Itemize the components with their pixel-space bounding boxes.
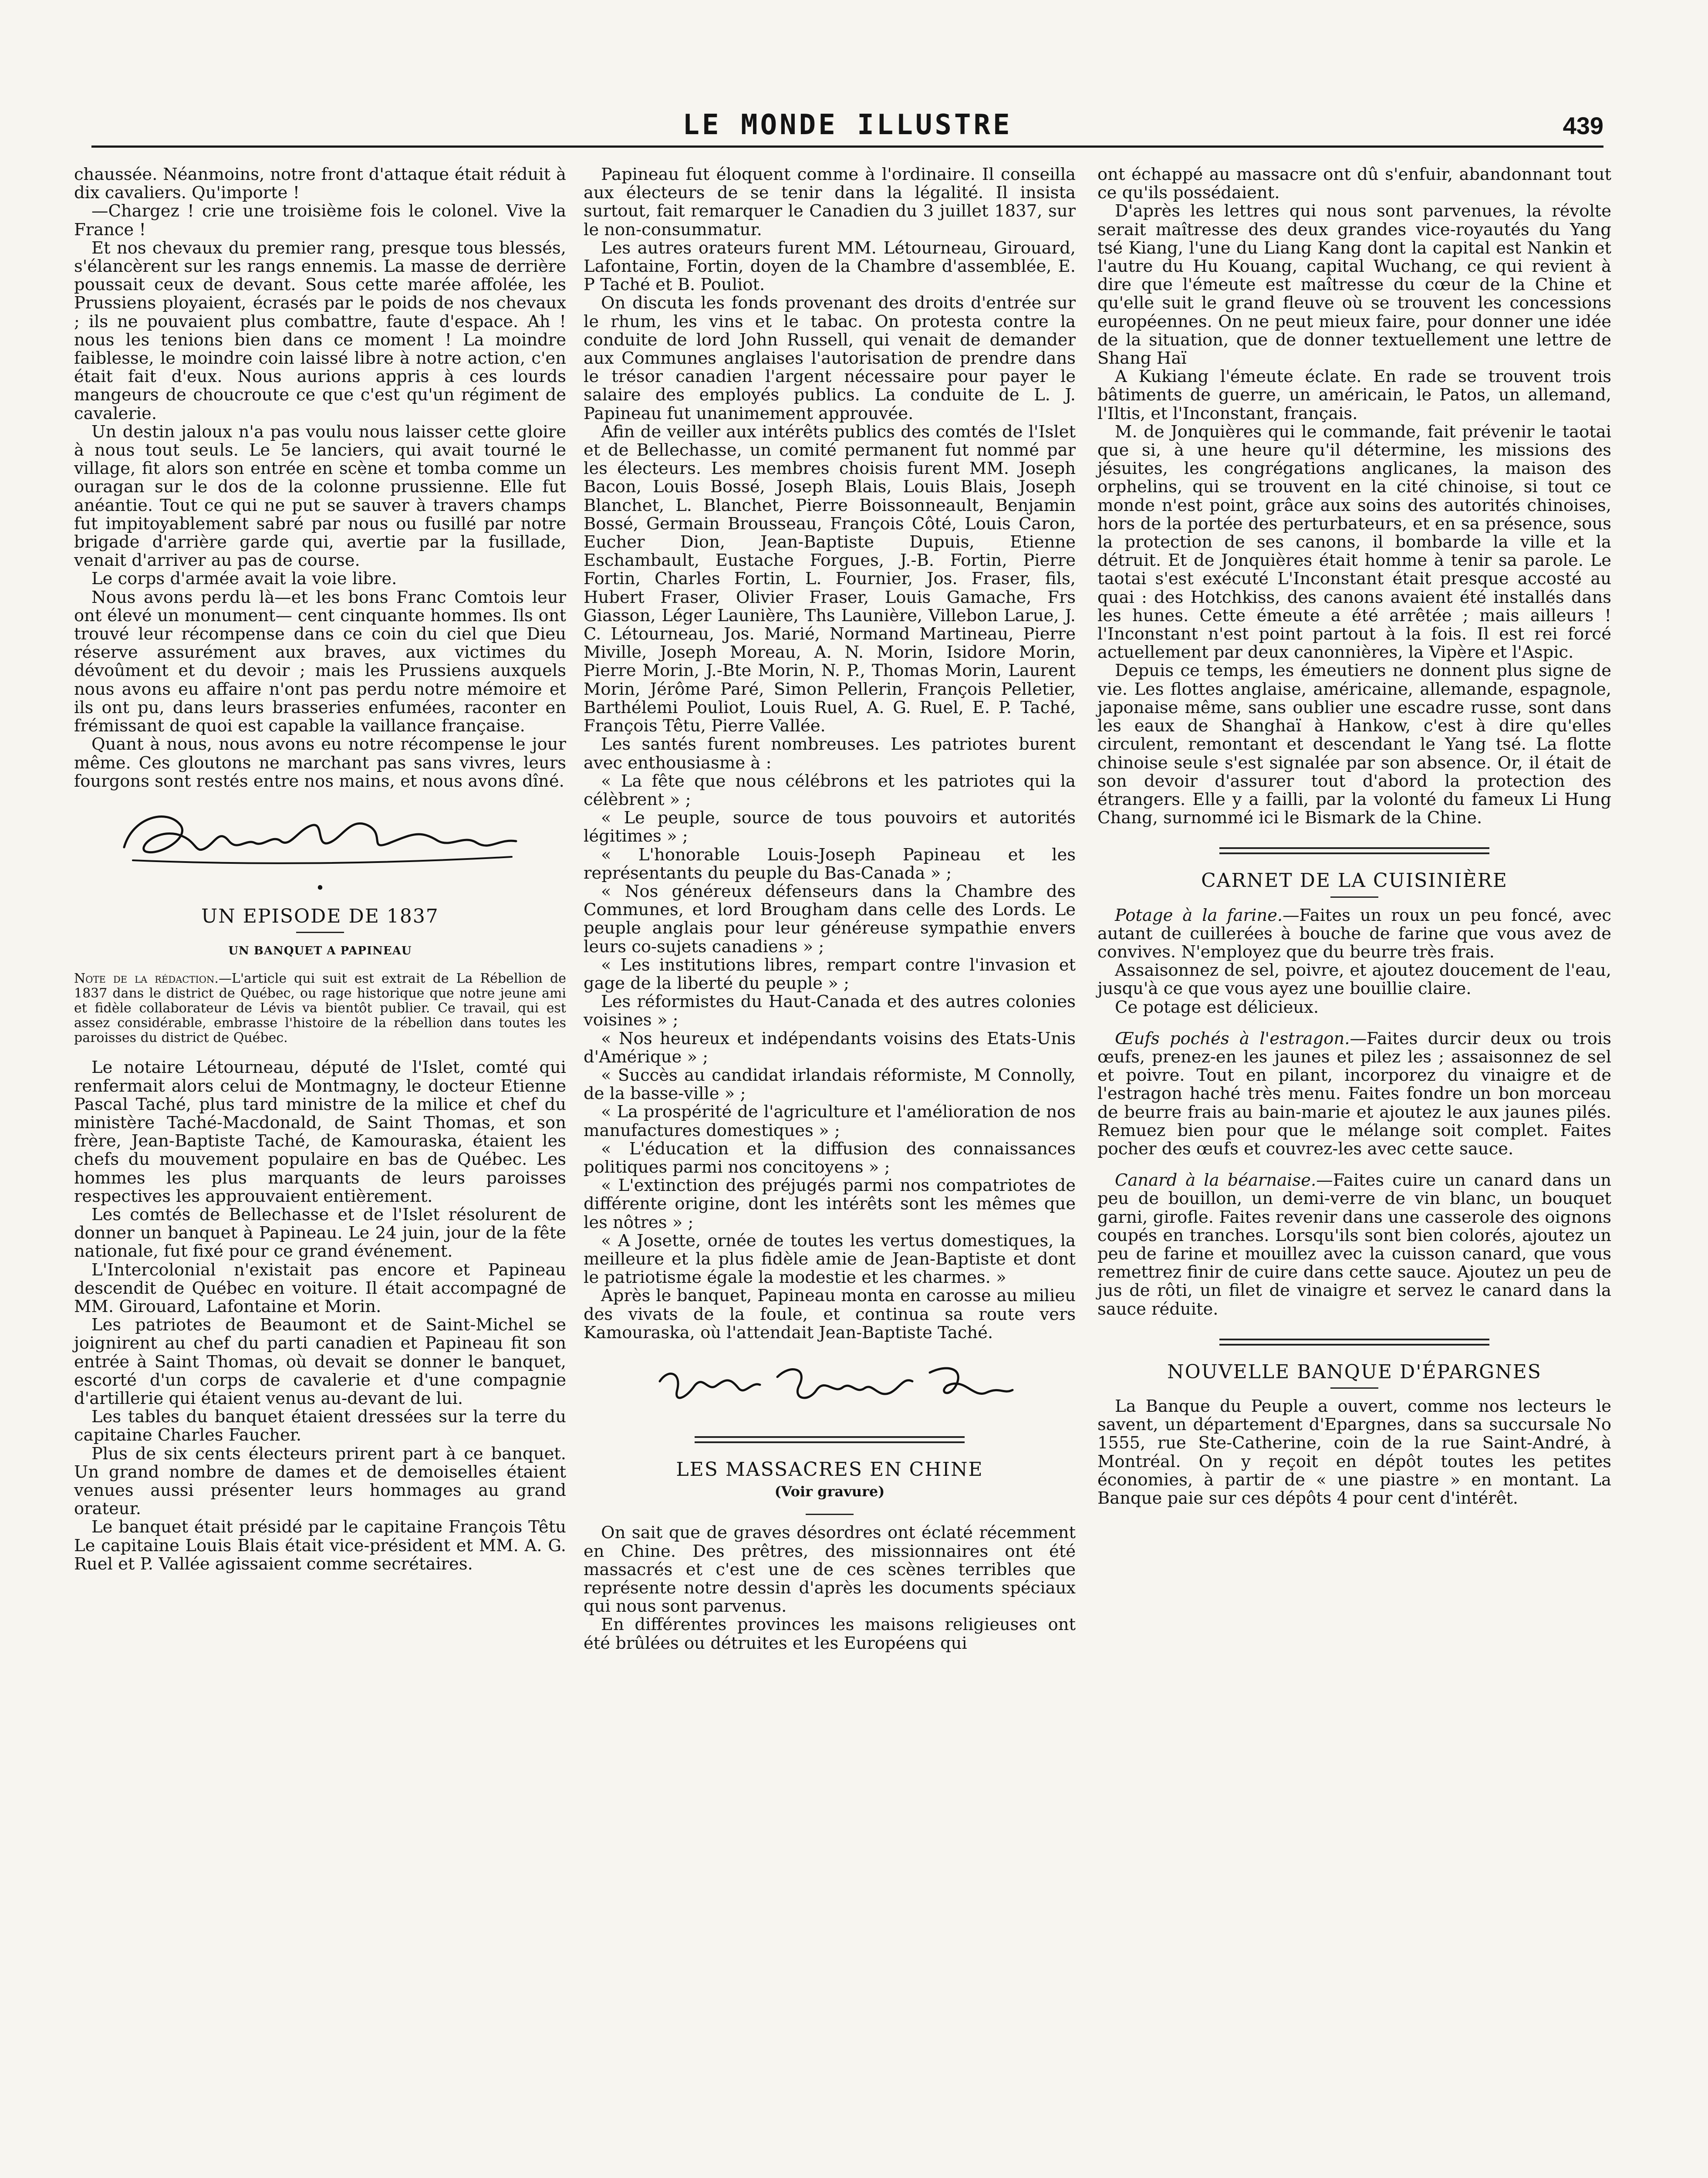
article-subheading: UN BANQUET A PAPINEAU [228, 944, 412, 958]
paragraph: Et nos chevaux du premier rang, presque tous blessés, s'élancèrent sur les rangs ennemis. La masse de derrière poussait ceux de devant. Sous cette marée affolée, les Prussiens ployaient, écrasés par le poids de nos chevaux ; ils ne pouvaient plus combattre, faute d'espace. Ah ! nous les tenions bien dans ce moment ! La moindre faiblesse, le moindre coin laissé libre à notre action, c'en était fait d'eux. Nous aurions appris à ces lourds mangeurs de choucroute ce que c'est qu'un régiment de cavalerie. [74, 238, 566, 423]
recipe-text: —Faites durcir deux ou trois œufs, prenez-en les jaunes et pilez les ; assaisonnez de sel et poivre. Tout en pilant, incorporez du vinaigre et de l'estragon haché très menu. Faites fondre un bon morceau de beurre frais au bain-marie et ajoutez le aux jaunes pilés. Remuez bien pour que le mélange soit complet. Faites pocher des œufs et couvrez-les avec cette sauce. [1097, 1028, 1611, 1159]
article-heading: UN EPISODE DE 1837 [201, 905, 439, 927]
paragraph: chaussée. Néanmoins, notre front d'attaque était réduit à dix cavaliers. Qu'importe ! [74, 165, 566, 203]
editor-note [74, 971, 566, 1045]
recipe-text: —Faites cuire un canard dans un peu de bouillon, un demi-verre de vin blanc, un bouquet garni, girofle. Faites revenir dans une casserole des oignons coupés en tranches. Lorsqu'ils sont bien colorés, ajoutez un peu de farine et mouillez avec la cuisson canard, que vous remettrez finir de cuire dans cette sauce. Ajoutez un peu de jus de rôti, un filet de vinaigre et servez le canard dans la sauce réduite. [1097, 1170, 1611, 1319]
paragraph: Les santés furent nombreuses. Les patriotes burent avec enthousiasme à : [584, 734, 1076, 773]
signature-gustave [107, 799, 533, 873]
toast: « Les institutions libres, rempart contre l'invasion et gage de la liberté du peuple » ; [584, 955, 1076, 993]
article-subheading: (Voir gravure) [774, 1483, 885, 1500]
recipe-title: Canard à la béarnaise. [1115, 1170, 1316, 1190]
paragraph: Ce potage est délicieux. [1115, 997, 1319, 1017]
recipe-title: Potage à la farine. [1115, 905, 1283, 925]
paragraph: A Kukiang l'émeute éclate. En rade se trouvent trois bâtiments de guerre, un américain, le Patos, un allemand, l'Iltis, et l'Inconstant, français. [1097, 367, 1611, 423]
paragraph: Nous avons perdu là—et les bons Franc Comtois leur ont élevé un monument— cent cinquante hommes. Ils ont trouvé leur récompense dans ce coin du ciel que Dieu réserve assurément aux braves, aux victimes du dévoûment et du devoir ; mais les Prussiens auxquels nous avons eu affaire n'ont pas perdu notre mémoire et ils ont pu, dans leurs brasseries enfumées, raconter en frémissant de quoi est capable la vaillance française. [74, 587, 566, 736]
column-3 [1097, 166, 1611, 2178]
column-2 [584, 166, 1076, 2178]
paragraph: Afin de veiller aux intérêts publics des comtés de l'Islet et de Bellechasse, un comité permanent fut nommé par les électeurs. Les membres choisis furent MM. Joseph Bacon, Louis Bossé, Joseph Blais, Louis Blais, Joseph Blanchet, L. Blanchet, Pierre Boissonneault, Benjamin Bossé, Germain Brousseau, François Côté, Louis Caron, Eucher Dion, Jean-Baptiste Dupuis, Etienne Eschambault, Eustache Forgues, J.-B. Fortin, Pierre Fortin, Charles Fortin, L. Fournier, Jos. Fraser, fils, Hubert Fraser, Olivier Fraser, Louis Gamache, Frs Giasson, Léger Launière, Ths Launière, Villebon Larue, J. C. Létourneau, Jos. Marié, Normand Martineau, Pierre Miville, Joseph Moreau, A. N. Morin, Isidore Morin, Pierre Morin, J.-Bte Morin, N. P., Thomas Morin, Laurent Morin, Jérôme Paré, Simon Pellerin, François Pelletier, Barthélemi Pouliot, Louis Ruel, A. G. Ruel, E. P. Taché, François Têtu, Pierre Vallée. [584, 422, 1076, 736]
double-rule [1219, 1339, 1489, 1346]
paragraph: Le banquet était présidé par le capitaine François Têtu Le capitaine Louis Blais était vice-président et MM. A. G. Ruel et P. Vallée agissaient comme secrétaires. [74, 1517, 566, 1574]
toast: « Le peuple, source de tous pouvoirs et autorités légitimes » ; [584, 808, 1076, 846]
paragraph: —Chargez ! crie une troisième fois le colonel. Vive la France ! [74, 201, 566, 240]
article-heading: CARNET DE LA CUISINIÈRE [1201, 869, 1508, 892]
toast: « Nos heureux et indépendants voisins des Etats-Unis d'Amérique » ; [584, 1028, 1076, 1067]
note-text: —L'article qui suit est extrait de La Rébellion de 1837 dans le district de Québec, ou rage historique que notre jeune ami et fidèle collaborateur de Lévis va bientôt publier. Ce travail, qui est assez considérable, embrasse l'histoire de la rébellion dans toutes les paroisses du district de Québec. [74, 971, 566, 1046]
toast: Les réformistes du Haut-Canada et des autres colonies voisines » ; [584, 992, 1076, 1030]
paragraph: Les comtés de Bellechasse et de l'Islet résolurent de donner un banquet à Papineau. Le 24 juin, jour de la fête nationale, fut fixé pour ce grand événement. [74, 1204, 566, 1261]
masthead-rule [91, 145, 1603, 148]
paragraph: L'Intercolonial n'existait pas encore et Papineau descendit de Québec en voiture. Il était accompagné de MM. Girouard, Lafontaine et Morin. [74, 1260, 566, 1316]
spacer [1097, 1017, 1611, 1030]
paragraph: Après le banquet, Papineau monta en carosse au milieu des vivats de la foule, et continua sa route vers Kamouraska, où l'attendait Jean-Baptiste Taché. [584, 1286, 1076, 1343]
recipe [1097, 1171, 1611, 1319]
toast: « Nos généreux défenseurs dans la Chambre des Communes, et lord Brougham dans celle des Lords. Le peuple anglais pour leur généreuse sympathie envers leurs co-sujets canadiens » ; [584, 881, 1076, 957]
paragraph: Un destin jaloux n'a pas voulu nous laisser cette gloire à nous tout seuls. Le 5e lanciers, qui avait tourné le village, fit alors son entrée en scène et tomba comme un ouragan sur le dos de la colonne prussienne. Elle fut anéantie. Tout ce qui ne put se sauver à travers champs fut impitoyablement sabré par nous ou fusillé par notre brigade d'arrière garde qui, avertie par la fusillade, venait d'arriver au pas de course. [74, 422, 566, 571]
paragraph: On discuta les fonds provenant des droits d'entrée sur le rhum, les vins et le tabac. On protesta contre la conduite de lord John Russell, qui venait de demander aux Communes anglaises l'autorisation de prendre dans le trésor canadien l'argent nécessaire pour payer le salaire des employés publics. La conduite de L. J. Papineau fut unanimement approuvée. [584, 293, 1076, 423]
paragraph: Les patriotes de Beaumont et de Saint-Michel se joignirent au chef du parti canadien et Papineau fit son entrée à Saint Thomas, où devait se donner le banquet, escorté d'un corps de cavalerie et d'une compagnie d'artillerie qui étaient venus au-devant de lui. [74, 1315, 566, 1408]
short-rule [1330, 896, 1378, 898]
recipe-title: Œufs pochés à l'estragon. [1115, 1028, 1350, 1048]
paragraph: Le corps d'armée avait la voie libre. [91, 569, 397, 589]
page-number: 439 [1563, 112, 1603, 139]
toast: « La fête que nous célébrons et les patriotes qui la célèbrent » ; [584, 771, 1076, 809]
paragraph: Les autres orateurs furent MM. Létourneau, Girouard, Lafontaine, Fortin, doyen de la Chambre d'assemblée, E. P Taché et B. Pouliot. [584, 238, 1076, 295]
paragraph: On sait que de graves désordres ont éclaté récemment en Chine. Des prêtres, des missionnaires ont été massacrés et c'est une de ces scènes terribles que représente notre dessin d'après les documents spéciaux qui nous sont parvenus. [584, 1523, 1076, 1617]
note-label: Note de la rédaction. [74, 971, 219, 987]
recipe [1097, 1030, 1611, 1158]
paragraph: La Banque du Peuple a ouvert, comme nos lecteurs le savent, un département d'Epargnes, dans sa succursale No 1555, rue Ste-Catherine, coin de la rue Saint-André, à Montréal. On y reçoit en dépôt toutes les petites économies, à partir de « une piastre » en montant. La Banque paie sur ces dépôts 4 pour cent d'intérêt. [1097, 1396, 1611, 1508]
recipe [1097, 906, 1611, 962]
double-rule [695, 1436, 965, 1443]
separator-dot: • [315, 879, 325, 897]
toast: « A Josette, ornée de toutes les vertus domestiques, la meilleure et la plus fidèle amie de Jean-Baptiste et dont le patriotisme égale la modestie et les charmes. » [584, 1231, 1076, 1288]
toast: « La prospérité de l'agriculture et l'amélioration de nos manufactures domestiques » ; [584, 1102, 1076, 1140]
paragraph: En différentes provinces les maisons religieuses ont été brûlées ou détruites et les Européens qui [584, 1615, 1076, 1653]
paragraph: ont échappé au massacre ont dû s'enfuir, abandonnant tout ce qu'ils possédaient. [1097, 165, 1611, 203]
short-rule [296, 932, 344, 933]
paragraph: Les tables du banquet étaient dressées sur la terre du capitaine Charles Faucher. [74, 1407, 566, 1445]
masthead [91, 109, 1603, 148]
toast: « L'honorable Louis-Joseph Papineau et les représentants du peuple du Bas-Canada » ; [584, 845, 1076, 883]
article-heading: LES MASSACRES EN CHINE [676, 1458, 983, 1481]
signature-pierre-georges-roy [634, 1351, 1026, 1416]
paragraph: Assaisonnez de sel, poivre, et ajoutez doucement de l'eau, jusqu'à ce que vous ayez une bouillie claire. [1097, 960, 1611, 999]
recipe-text: —Faites un roux un peu foncé, avec autant de cuillerées à bouche de farine que vous avez de convives. N'employez que du beurre très frais. [1097, 905, 1611, 962]
short-rule [1330, 1387, 1378, 1389]
spacer [1097, 1158, 1611, 1171]
article-heading: NOUVELLE BANQUE D'ÉPARGNES [1167, 1360, 1542, 1383]
toast: « L'éducation et la diffusion des connaissances politiques parmi nos concitoyens » ; [584, 1139, 1076, 1177]
paragraph: Quant à nous, nous avons eu notre récompense le jour même. Ces gloutons ne marchant pas sans vivres, leurs fourgons sont restés entre nos mains, et nous avons dîné. [74, 734, 566, 791]
paragraph: Papineau fut éloquent comme à l'ordinaire. Il conseilla aux électeurs de se tenir dans la légalité. Il insista surtout, fait remarquer le Canadien du 3 juillet 1837, sur le non-consummatur. [584, 165, 1076, 240]
double-rule [1219, 847, 1489, 854]
paragraph: D'après les lettres qui nous sont parvenues, la révolte serait maîtresse des deux grandes vice-royautés du Yang tsé Kiang, l'une du Liang Kang dont la capital est Nankin et l'autre du Hu Kouang, capital Wuchang, ce qui revient à dire que l'émeute est maîtresse du cœur de la Chine et qu'elle suit le grand fleuve où se trouvent les concessions européennes. On ne peut mieux faire, pour donner une idée de la situation, que de donner textuellement une lettre de Shang Haï [1097, 201, 1611, 369]
short-rule [806, 1514, 854, 1515]
toast: « Succès au candidat irlandais réformiste, M Connolly, de la basse-ville » ; [584, 1065, 1076, 1104]
newspaper-title: LE MONDE ILLUSTRE [682, 109, 1013, 141]
paragraph: M. de Jonquières qui le commande, fait prévenir le taotai que si, à une heure qu'il détermine, les missions des jésuites, les congrégations anglicanes, la maison des orphelins, qui se trouvent en la cité chinoise, si tout ce monde n'est point, grâce aux soins des autorités chinoises, hors de la portée des perturbateurs, et en sa présence, sous la protection de ses canons, il bombarde la ville et la détruit. Et de Jonquières était homme à tenir sa parole. Le taotai s'est exécuté L'Inconstant était presque accosté au quai : des Hotchkiss, des canons avaient été installés dans les hunes. Cette émeute a été arrêtée ; mais ailleurs ! l'Inconstant n'est point partout à la fois. Il est rei forcé actuellement par deux canonnières, la Vipère et l'Aspic. [1097, 422, 1611, 663]
toast: « L'extinction des préjugés parmi nos compatriotes de différente origine, dont les intérêts sont les mêmes que les nôtres » ; [584, 1176, 1076, 1232]
paragraph: Depuis ce temps, les émeutiers ne donnent plus signe de vie. Les flottes anglaise, américaine, allemande, espagnole, japonaise même, sans oublier une escadre russe, sont dans les eaux de Shanghaï à Hankow, c'est à dire qu'elles circulent, remontant et descendant le Yang tsé. La flotte chinoise seule s'est signalée par son absence. Or, il était de son devoir d'assurer tout d'abord la protection des étrangers. Elle y a failli, par la volonté du fameux Li Hung Chang, surnommé ici le Bismark de la Chine. [1097, 661, 1611, 828]
column-1 [74, 166, 566, 2178]
paragraph: Plus de six cents électeurs prirent part à ce banquet. Un grand nombre de dames et de demoiselles étaient venues aussi présenter leurs hommages au grand orateur. [74, 1444, 566, 1519]
paragraph: Le notaire Létourneau, député de l'Islet, comté qui renfermait alors celui de Montmagny, le docteur Etienne Pascal Taché, plus tard ministre de la milice et chef du ministère Taché-Macdonald, de Saint Thomas, et son frère, Jean-Baptiste Taché, de Kamouraska, étaient les chefs du mouvement populaire en bas de Québec. Les hommes les plus marquants de leurs paroisses respectives les approuvaient entièrement. [74, 1058, 566, 1206]
